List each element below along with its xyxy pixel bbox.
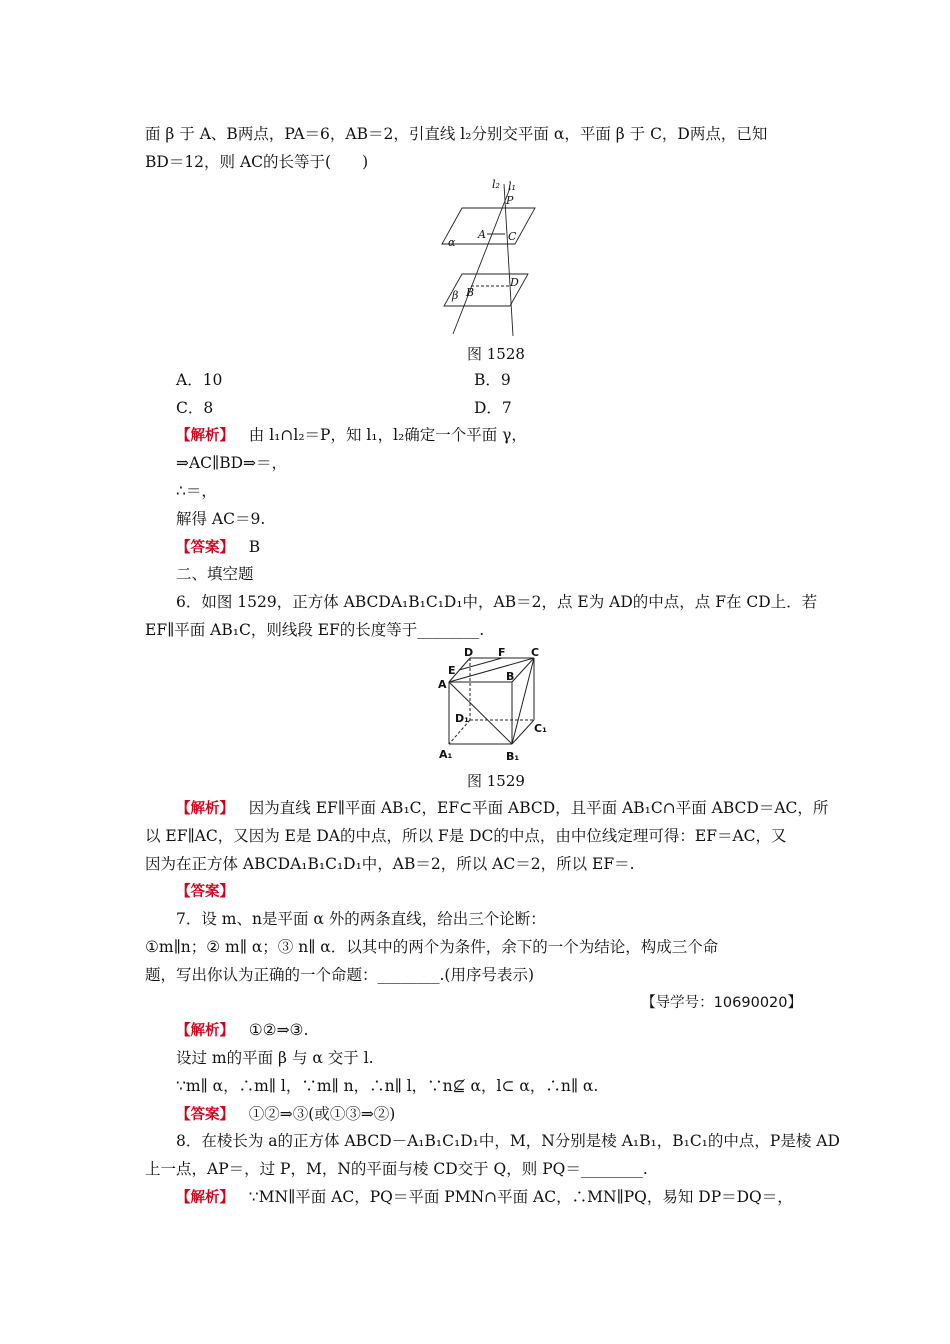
analysis-text: ①②⇒③. [248, 1021, 309, 1039]
analysis-text: ∵MN∥平面 AC，PQ＝平面 PMN∩平面 AC，∴MN∥PQ，易知 DP＝DQ＝， [248, 1188, 793, 1206]
q5-text-line1: 面 β 于 A、B两点，PA＝6，AB＝2，引直线 l₂分别交平面 α，平面 β 于 C，D两点，已知 [145, 125, 768, 143]
q7-text-line3: 题，写出你认为正确的一个命题：________.(用序号表示) [145, 966, 535, 984]
q6-analysis-line3: 因为在正方体 ABCDA₁B₁C₁D₁中，AB＝2，所以 AC＝2，所以 EF＝. [145, 855, 635, 873]
q7-answer [176, 1103, 395, 1126]
cube-label-b1: B₁ [506, 750, 520, 763]
label-l2: l₂ [492, 178, 500, 191]
label-l1: l₁ [508, 180, 516, 193]
line-l1 [453, 188, 510, 334]
cube-label-f: F [498, 646, 506, 659]
label-beta: β [452, 289, 459, 302]
analysis-tag: 【解析】 [176, 1023, 234, 1039]
q5-analysis-line3: ∴＝， [176, 482, 217, 500]
q5-option-b: B．9 [474, 371, 511, 389]
cube-label-a: A [438, 678, 447, 691]
section-heading: 二、填空题 [176, 565, 254, 583]
answer-text: B [248, 538, 261, 556]
plane-alpha [442, 208, 535, 244]
q6-analysis-line2: 以 EF∥AC，又因为 E是 DA的中点，所以 F是 DC的中点，由中位线定理可得：EF＝AC，又 [145, 827, 787, 845]
cube-label-a1: A₁ [439, 748, 453, 761]
q6-text-line1: 6．如图 1529，正方体 ABCDA₁B₁C₁D₁中，AB＝2，点 E为 AD的中点，点 F在 CD上．若 [176, 593, 818, 611]
q8-text-line2: 上一点，AP＝，过 P，M，N的平面与棱 CD交于 Q，则 PQ＝________. [145, 1160, 648, 1178]
figure-1528-diagram [440, 176, 540, 336]
label-c: C [508, 230, 517, 243]
q5-analysis-line2: ⇒AC∥BD⇒＝， [176, 454, 288, 472]
label-d: D [510, 276, 519, 289]
q6-text-line2: EF∥平面 AB₁C，则线段 EF的长度等于________. [145, 621, 485, 639]
answer-text: ①②⇒③(或①③⇒②) [248, 1105, 396, 1123]
q7-analysis-line2: 设过 m的平面 β 与 α 交于 l. [176, 1049, 374, 1067]
cube-label-d: D [464, 646, 474, 659]
analysis-text: 因为直线 EF∥平面 AB₁C，EF⊂平面 ABCD，且平面 AB₁C∩平面 ABCD＝AC，所 [248, 799, 829, 817]
q7-text-line2: ①m∥n；② m∥ α；③ n∥ α．以其中的两个为条件，余下的一个为结论，构成三个命 [145, 938, 719, 956]
q6-analysis-line1 [176, 797, 828, 820]
q5-option-d: D．7 [474, 399, 512, 417]
q5-answer [176, 536, 260, 559]
cube-label-c: C [531, 646, 540, 659]
q7-guide-number: 【导学号：10690020】 [641, 995, 802, 1011]
q6-answer [176, 880, 234, 903]
cube-label-d1: D₁ [455, 712, 469, 725]
cube-label-c1: C₁ [534, 722, 547, 735]
figure-1529-caption: 图 1529 [467, 772, 525, 790]
figure-1529-diagram [434, 646, 554, 768]
label-a: A [478, 228, 486, 241]
q5-text-line2: BD＝12，则 AC的长等于( ) [145, 153, 369, 171]
answer-tag: 【答案】 [176, 540, 234, 556]
q8-analysis-line1 [176, 1186, 793, 1209]
q5-option-c: C．8 [176, 399, 214, 417]
analysis-text: 由 l₁∩l₂＝P，知 l₁，l₂确定一个平面 γ， [248, 426, 527, 444]
cube-label-b: B [506, 670, 515, 683]
q5-analysis-line1 [176, 424, 527, 447]
cube-label-e: E [448, 664, 456, 677]
q7-analysis-line1 [176, 1019, 308, 1042]
label-b: B [466, 286, 475, 299]
q8-text-line1: 8．在棱长为 a的正方体 ABCD－A₁B₁C₁D₁中，M，N分别是棱 A₁B₁，B₁C₁的中点，P是棱 AD [176, 1132, 840, 1150]
label-p: P [506, 194, 514, 207]
analysis-tag: 【解析】 [176, 801, 234, 817]
q7-text-line1: 7．设 m、n是平面 α 外的两条直线，给出三个论断： [176, 910, 546, 928]
label-alpha: α [448, 236, 456, 249]
analysis-tag: 【解析】 [176, 1190, 234, 1206]
answer-tag: 【答案】 [176, 1107, 234, 1123]
answer-tag: 【答案】 [176, 884, 234, 900]
q5-option-a: A．10 [176, 371, 223, 389]
q7-analysis-line3: ∵m∥ α，∴m∥ l，∵m∥ n，∴n∥ l，∵n⊈ α，l⊂ α，∴n∥ α. [176, 1077, 599, 1095]
q5-analysis-line4: 解得 AC＝9. [176, 510, 266, 528]
analysis-tag: 【解析】 [176, 428, 234, 444]
figure-1528-caption: 图 1528 [467, 345, 525, 363]
